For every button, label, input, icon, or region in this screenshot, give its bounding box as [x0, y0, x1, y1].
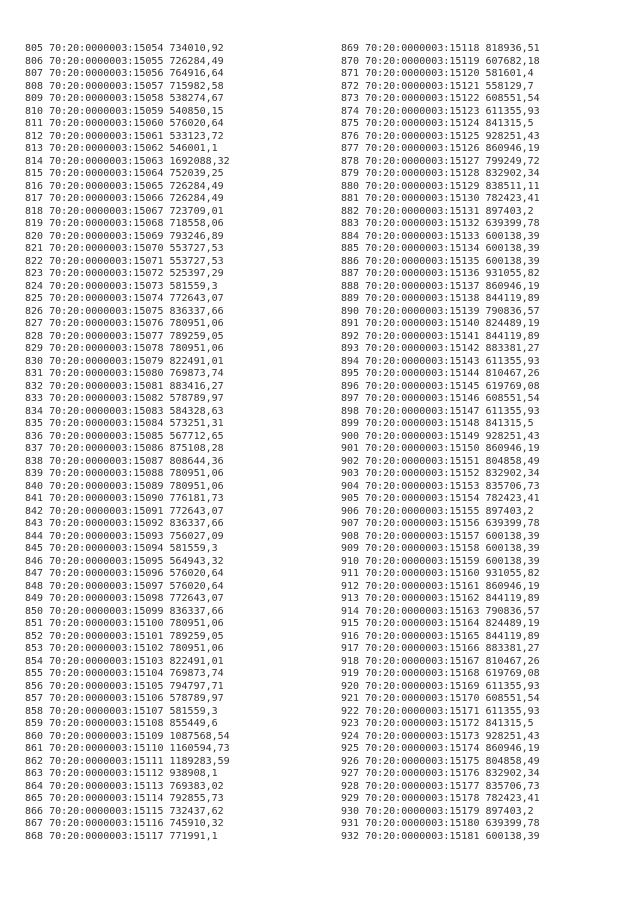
table-row: 827 70:20:0000003:15076 780951,06 [25, 318, 224, 329]
table-row: 847 70:20:0000003:15096 576020,64 [25, 568, 224, 579]
table-row: 859 70:20:0000003:15108 855449,6 [25, 718, 218, 729]
table-row: 838 70:20:0000003:15087 808644,36 [25, 455, 224, 467]
table-row: 835 70:20:0000003:15084 573251,31 [25, 418, 224, 429]
table-row: 811 70:20:0000003:15060 576020,64 [25, 118, 224, 129]
table-row: 883 70:20:0000003:15132 639399,78 [341, 218, 540, 229]
table-row: 919 70:20:0000003:15168 619769,08 [341, 668, 540, 679]
table-row: 809 70:20:0000003:15058 538274,67 [25, 93, 224, 104]
table-row: 820 70:20:0000003:15069 793246,89 [25, 230, 224, 242]
table-row: 874 70:20:0000003:15123 611355,93 [341, 105, 540, 117]
table-row: 899 70:20:0000003:15148 841315,5 [341, 418, 534, 429]
table-row: 822 70:20:0000003:15071 553727,53 [25, 255, 224, 267]
table-row: 842 70:20:0000003:15091 772643,07 [25, 505, 224, 517]
table-row: 924 70:20:0000003:15173 928251,43 [341, 730, 540, 742]
table-row: 855 70:20:0000003:15104 769873,74 [25, 668, 224, 679]
table-row: 927 70:20:0000003:15176 832902,34 [341, 768, 540, 779]
table-row: 922 70:20:0000003:15171 611355,93 [341, 705, 540, 717]
table-row: 861 70:20:0000003:15110 1160594,73 [25, 743, 230, 754]
table-row: 912 70:20:0000003:15161 860946,19 [341, 580, 540, 592]
table-row: 877 70:20:0000003:15126 860946,19 [341, 143, 540, 154]
table-row: 916 70:20:0000003:15165 844119,89 [341, 630, 540, 642]
table-row: 870 70:20:0000003:15119 607682,18 [341, 55, 540, 67]
table-row: 880 70:20:0000003:15129 838511,11 [341, 180, 540, 192]
table-row: 830 70:20:0000003:15079 822491,01 [25, 355, 224, 367]
table-row: 831 70:20:0000003:15080 769873,74 [25, 368, 224, 379]
table-row: 905 70:20:0000003:15154 782423,41 [341, 493, 540, 504]
table-row: 812 70:20:0000003:15061 533123,72 [25, 130, 224, 142]
table-row: 825 70:20:0000003:15074 772643,07 [25, 293, 224, 304]
table-row: 863 70:20:0000003:15112 938908,1 [25, 768, 218, 779]
table-row: 853 70:20:0000003:15102 780951,06 [25, 643, 224, 654]
table-row: 918 70:20:0000003:15167 810467,26 [341, 655, 540, 667]
table-row: 816 70:20:0000003:15065 726284,49 [25, 180, 224, 192]
table-row: 908 70:20:0000003:15157 600138,39 [341, 530, 540, 542]
table-row: 858 70:20:0000003:15107 581559,3 [25, 705, 218, 717]
table-row: 848 70:20:0000003:15097 576020,64 [25, 580, 224, 592]
table-row: 914 70:20:0000003:15163 790836,57 [341, 605, 540, 617]
table-row: 897 70:20:0000003:15146 608551,54 [341, 393, 540, 404]
table-row: 906 70:20:0000003:15155 897403,2 [341, 505, 534, 517]
table-row: 913 70:20:0000003:15162 844119,89 [341, 593, 540, 604]
table-row: 845 70:20:0000003:15094 581559,3 [25, 543, 218, 554]
table-row: 834 70:20:0000003:15083 584328,63 [25, 405, 224, 417]
table-row: 850 70:20:0000003:15099 836337,66 [25, 605, 224, 617]
table-row: 871 70:20:0000003:15120 581601,4 [341, 68, 534, 79]
table-row: 864 70:20:0000003:15113 769383,02 [25, 780, 224, 792]
table-row: 828 70:20:0000003:15077 789259,05 [25, 330, 224, 342]
table-row: 886 70:20:0000003:15135 600138,39 [341, 255, 540, 267]
table-row: 903 70:20:0000003:15152 832902,34 [341, 468, 540, 479]
table-row: 856 70:20:0000003:15105 794797,71 [25, 680, 224, 692]
table-row: 821 70:20:0000003:15070 553727,53 [25, 243, 224, 254]
table-row: 901 70:20:0000003:15150 860946,19 [341, 443, 540, 454]
table-row: 925 70:20:0000003:15174 860946,19 [341, 743, 540, 754]
table-row: 923 70:20:0000003:15172 841315,5 [341, 718, 534, 729]
table-row: 928 70:20:0000003:15177 835706,73 [341, 780, 540, 792]
right-column [341, 43, 540, 843]
table-row: 866 70:20:0000003:15115 732437,62 [25, 805, 224, 817]
table-row: 881 70:20:0000003:15130 782423,41 [341, 193, 540, 204]
table-row: 887 70:20:0000003:15136 931055,82 [341, 268, 540, 279]
table-row: 817 70:20:0000003:15066 726284,49 [25, 193, 224, 204]
table-row: 851 70:20:0000003:15100 780951,06 [25, 618, 224, 629]
table-row: 806 70:20:0000003:15055 726284,49 [25, 55, 224, 67]
table-row: 884 70:20:0000003:15133 600138,39 [341, 230, 540, 242]
table-row: 836 70:20:0000003:15085 567712,65 [25, 430, 224, 442]
table-row: 888 70:20:0000003:15137 860946,19 [341, 280, 540, 292]
table-row: 898 70:20:0000003:15147 611355,93 [341, 405, 540, 417]
table-row: 846 70:20:0000003:15095 564943,32 [25, 555, 224, 567]
table-row: 832 70:20:0000003:15081 883416,27 [25, 380, 224, 392]
table-row: 868 70:20:0000003:15117 771991,1 [25, 830, 218, 842]
table-row: 931 70:20:0000003:15180 639399,78 [341, 818, 540, 829]
table-row: 885 70:20:0000003:15134 600138,39 [341, 243, 540, 254]
table-row: 814 70:20:0000003:15063 1692088,32 [25, 155, 230, 167]
table-row: 823 70:20:0000003:15072 525397,29 [25, 268, 224, 279]
table-row: 896 70:20:0000003:15145 619769,08 [341, 380, 540, 392]
table-row: 860 70:20:0000003:15109 1087568,54 [25, 730, 230, 742]
table-row: 882 70:20:0000003:15131 897403,2 [341, 205, 534, 217]
table-row: 813 70:20:0000003:15062 546001,1 [25, 143, 218, 154]
table-row: 932 70:20:0000003:15181 600138,39 [341, 830, 540, 842]
table-row: 876 70:20:0000003:15125 928251,43 [341, 130, 540, 142]
table-row: 873 70:20:0000003:15122 608551,54 [341, 93, 540, 104]
table-row: 815 70:20:0000003:15064 752039,25 [25, 168, 224, 179]
table-row: 865 70:20:0000003:15114 792855,73 [25, 793, 224, 804]
table-row: 902 70:20:0000003:15151 804858,49 [341, 455, 540, 467]
table-row: 920 70:20:0000003:15169 611355,93 [341, 680, 540, 692]
table-row: 841 70:20:0000003:15090 776181,73 [25, 493, 224, 504]
table-row: 852 70:20:0000003:15101 789259,05 [25, 630, 224, 642]
table-row: 869 70:20:0000003:15118 818936,51 [341, 43, 540, 54]
table-row: 930 70:20:0000003:15179 897403,2 [341, 805, 534, 817]
left-column [25, 43, 230, 843]
table-row: 917 70:20:0000003:15166 883381,27 [341, 643, 540, 654]
table-row: 824 70:20:0000003:15073 581559,3 [25, 280, 218, 292]
table-row: 839 70:20:0000003:15088 780951,06 [25, 468, 224, 479]
table-row: 819 70:20:0000003:15068 718558,06 [25, 218, 224, 229]
table-row: 878 70:20:0000003:15127 799249,72 [341, 155, 540, 167]
table-row: 891 70:20:0000003:15140 824489,19 [341, 318, 540, 329]
table-row: 872 70:20:0000003:15121 558129,7 [341, 80, 534, 92]
table-row: 892 70:20:0000003:15141 844119,89 [341, 330, 540, 342]
table-row: 807 70:20:0000003:15056 764916,64 [25, 68, 224, 79]
table-row: 854 70:20:0000003:15103 822491,01 [25, 655, 224, 667]
table-row: 857 70:20:0000003:15106 578789,97 [25, 693, 224, 704]
table-row: 911 70:20:0000003:15160 931055,82 [341, 568, 540, 579]
table-row: 926 70:20:0000003:15175 804858,49 [341, 755, 540, 767]
table-row: 900 70:20:0000003:15149 928251,43 [341, 430, 540, 442]
table-row: 889 70:20:0000003:15138 844119,89 [341, 293, 540, 304]
table-row: 875 70:20:0000003:15124 841315,5 [341, 118, 534, 129]
table-row: 907 70:20:0000003:15156 639399,78 [341, 518, 540, 529]
table-row: 893 70:20:0000003:15142 883381,27 [341, 343, 540, 354]
table-row: 826 70:20:0000003:15075 836337,66 [25, 305, 224, 317]
table-row: 895 70:20:0000003:15144 810467,26 [341, 368, 540, 379]
table-row: 890 70:20:0000003:15139 790836,57 [341, 305, 540, 317]
table-row: 810 70:20:0000003:15059 540850,15 [25, 105, 224, 117]
table-row: 843 70:20:0000003:15092 836337,66 [25, 518, 224, 529]
table-row: 879 70:20:0000003:15128 832902,34 [341, 168, 540, 179]
table-row: 844 70:20:0000003:15093 756027,09 [25, 530, 224, 542]
table-row: 829 70:20:0000003:15078 780951,06 [25, 343, 224, 354]
table-row: 904 70:20:0000003:15153 835706,73 [341, 480, 540, 492]
table-row: 862 70:20:0000003:15111 1189283,59 [25, 755, 230, 767]
table-row: 808 70:20:0000003:15057 715982,58 [25, 80, 224, 92]
table-row: 833 70:20:0000003:15082 578789,97 [25, 393, 224, 404]
table-row: 909 70:20:0000003:15158 600138,39 [341, 543, 540, 554]
table-row: 818 70:20:0000003:15067 723709,01 [25, 205, 224, 217]
table-row: 921 70:20:0000003:15170 608551,54 [341, 693, 540, 704]
table-row: 867 70:20:0000003:15116 745910,32 [25, 818, 224, 829]
table-row: 894 70:20:0000003:15143 611355,93 [341, 355, 540, 367]
table-row: 910 70:20:0000003:15159 600138,39 [341, 555, 540, 567]
table-row: 805 70:20:0000003:15054 734010,92 [25, 43, 224, 54]
table-row: 915 70:20:0000003:15164 824489,19 [341, 618, 540, 629]
table-row: 837 70:20:0000003:15086 875108,28 [25, 443, 224, 454]
table-row: 849 70:20:0000003:15098 772643,07 [25, 593, 224, 604]
table-row: 929 70:20:0000003:15178 782423,41 [341, 793, 540, 804]
table-row: 840 70:20:0000003:15089 780951,06 [25, 480, 224, 492]
